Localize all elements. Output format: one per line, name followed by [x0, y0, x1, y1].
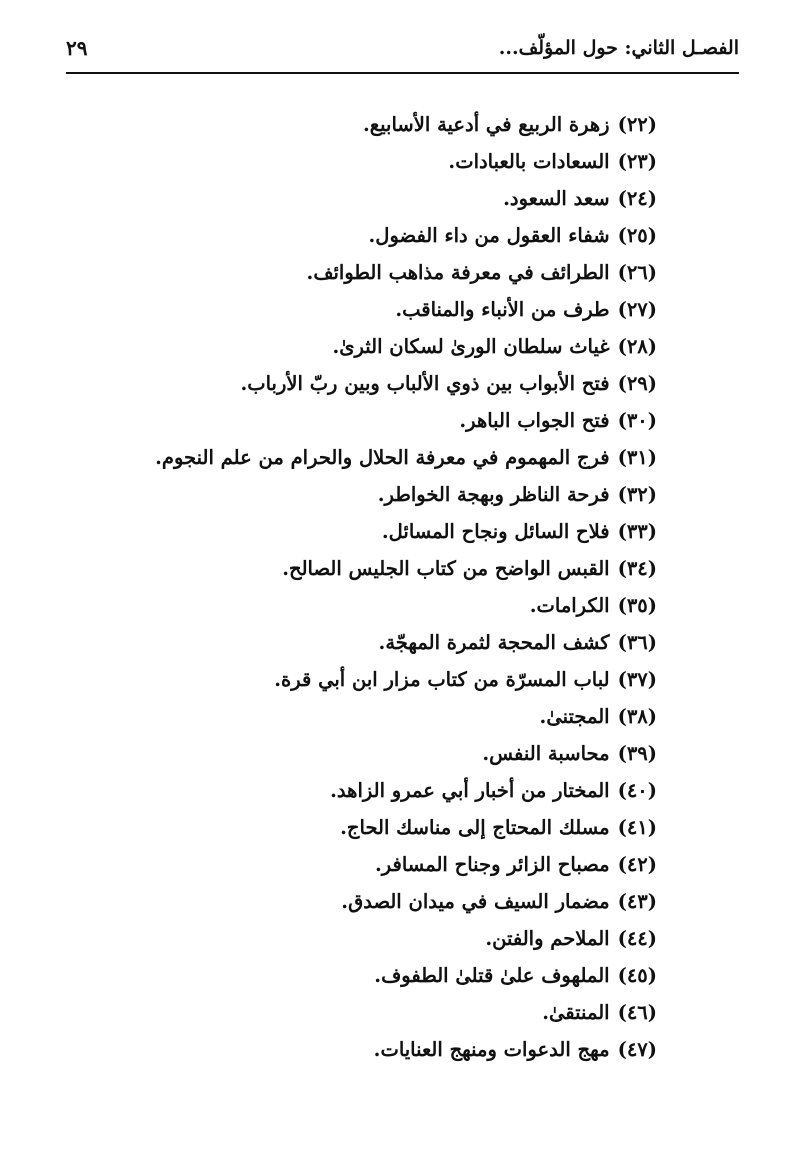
item-title: المختار من أخبار أبي عمرو الزاهد.	[330, 779, 610, 802]
list-item	[57, 365, 657, 402]
item-number: (٤٠)	[617, 779, 657, 802]
item-title: فلاح السائل ونجاح المسائل.	[381, 520, 610, 543]
list-item	[57, 624, 657, 661]
item-title: القبس الواضح من كتاب الجليس الصالح.	[282, 557, 610, 580]
chapter-title: الفصـل الثاني: حول المؤلّف...	[498, 37, 739, 59]
item-title: مصباح الزائر وجناح المسافر.	[374, 853, 610, 876]
item-number: (٣٢)	[617, 483, 657, 506]
list-item	[57, 217, 657, 254]
list-item	[57, 291, 657, 328]
list-item	[57, 254, 657, 291]
list-item	[57, 550, 657, 587]
book-list	[57, 106, 657, 1068]
item-number: (٣٣)	[617, 520, 657, 543]
list-item	[57, 587, 657, 624]
item-title: الملاحم والفتن.	[485, 927, 610, 950]
item-title: الكرامات.	[529, 594, 610, 617]
list-item	[57, 402, 657, 439]
item-title: زهرة الربيع في أدعية الأسابيع.	[362, 113, 610, 136]
list-item	[57, 328, 657, 365]
item-title: شفاء العقول من داء الفضول.	[368, 224, 610, 247]
item-number: (٤٧)	[617, 1038, 657, 1061]
item-number: (٢٣)	[617, 150, 657, 173]
item-number: (٢٧)	[617, 298, 657, 321]
item-number: (٢٦)	[617, 261, 657, 284]
item-title: فتح الأبواب بين ذوي الألباب وبين ربّ الأرباب.	[240, 372, 610, 395]
item-title: فرحة الناظر وبهجة الخواطر.	[377, 483, 610, 506]
item-title: محاسبة النفس.	[482, 742, 610, 765]
item-number: (٣٦)	[617, 631, 657, 654]
item-number: (٤٣)	[617, 890, 657, 913]
item-number: (٣١)	[617, 446, 657, 469]
item-number: (٢٥)	[617, 224, 657, 247]
list-item	[57, 1031, 657, 1068]
list-item	[57, 920, 657, 957]
item-title: المجتنىٰ.	[539, 705, 610, 728]
item-title: طرف من الأنباء والمناقب.	[395, 298, 610, 321]
item-number: (٤٦)	[617, 1001, 657, 1024]
item-number: (٣٤)	[617, 557, 657, 580]
list-item	[57, 735, 657, 772]
item-number: (٢٤)	[617, 187, 657, 210]
item-title: المنتقىٰ.	[542, 1001, 610, 1024]
page-number: ٢٩	[66, 36, 88, 60]
item-title: الملهوف علىٰ قتلىٰ الطفوف.	[374, 964, 610, 987]
item-number: (٢٢)	[617, 113, 657, 136]
item-title: مضمار السيف في ميدان الصدق.	[341, 890, 610, 913]
item-number: (٣٠)	[617, 409, 657, 432]
list-item	[57, 957, 657, 994]
list-item	[57, 143, 657, 180]
list-item	[57, 513, 657, 550]
list-item	[57, 846, 657, 883]
item-number: (٤١)	[617, 816, 657, 839]
header-rule	[66, 72, 739, 74]
item-number: (٣٧)	[617, 668, 657, 691]
list-item	[57, 106, 657, 143]
item-title: كشف المحجة لثمرة المهجّة.	[378, 631, 610, 654]
item-title: السعادات بالعبادات.	[448, 150, 610, 173]
list-item	[57, 439, 657, 476]
list-item	[57, 476, 657, 513]
item-number: (٣٥)	[617, 594, 657, 617]
item-title: فتح الجواب الباهر.	[459, 409, 610, 432]
list-item	[57, 180, 657, 217]
list-item	[57, 661, 657, 698]
item-title: مسلك المحتاج إلى مناسك الحاج.	[340, 816, 610, 839]
item-number: (٣٨)	[617, 705, 657, 728]
item-title: فرج المهموم في معرفة الحلال والحرام من علم النجوم.	[155, 446, 610, 469]
list-item	[57, 698, 657, 735]
running-header	[66, 28, 739, 68]
item-title: غياث سلطان الورىٰ لسكان الثرىٰ.	[332, 335, 610, 358]
list-item	[57, 883, 657, 920]
item-title: سعد السعود.	[503, 187, 610, 210]
list-item	[57, 809, 657, 846]
list-item	[57, 994, 657, 1031]
item-title: مهج الدعوات ومنهج العنايات.	[373, 1038, 610, 1061]
item-title: الطرائف في معرفة مذاهب الطوائف.	[306, 261, 610, 284]
item-number: (٤٥)	[617, 964, 657, 987]
item-number: (٢٩)	[617, 372, 657, 395]
item-number: (٤٢)	[617, 853, 657, 876]
list-item	[57, 772, 657, 809]
item-number: (٣٩)	[617, 742, 657, 765]
item-title: لباب المسرّة من كتاب مزار ابن أبي قرة.	[274, 668, 610, 691]
item-number: (٢٨)	[617, 335, 657, 358]
item-number: (٤٤)	[617, 927, 657, 950]
